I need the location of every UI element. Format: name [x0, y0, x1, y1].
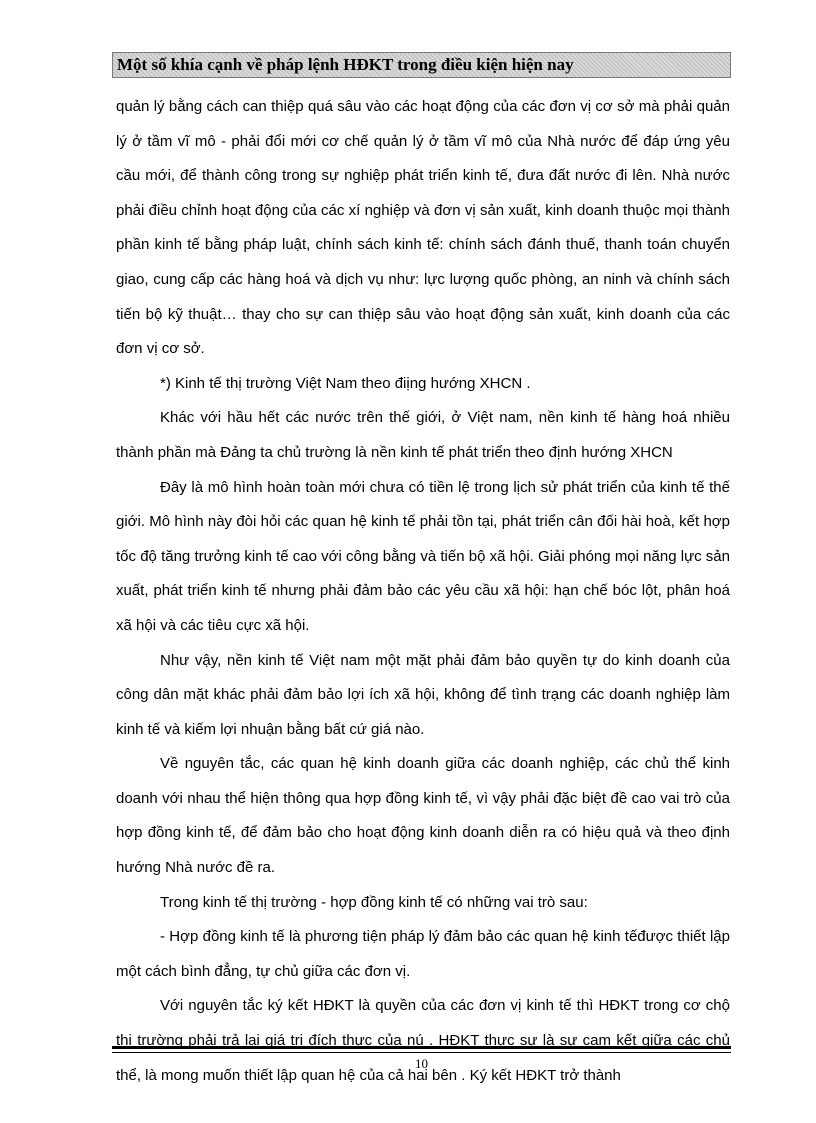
paragraph: Trong kinh tế thị trường - hợp đồng kinh tế có những vai trò sau:: [160, 893, 588, 911]
paragraph: Đây là mô hình hoàn toàn mới chưa có tiền lệ trong lịch sử phát triển của kinh tế thế giới. Mô hình này đòi hỏi các quan hệ kinh tế phải tồn tại, phát triển cân đối hài hoà, kết hợp tốc độ tăng trưởng kinh tế cao với công bằng và tiến bộ xã hội. Giải phóng mọi năng lực sản xuất, phát triển kinh tế nhưng phải đảm bảo các yêu cầu xã hội: hạn chế bóc lột, phân hoá xã hội và các tiêu cực xã hội.: [116, 478, 730, 634]
paragraph: Về nguyên tắc, các quan hệ kinh doanh giữa các doanh nghiệp, các chủ thể kinh doanh với nhau thể hiện thông qua hợp đồng kinh tế, vì vậy phải đặc biệt đề cao vai trò của hợp đồng kinh tế, để đảm bảo cho hoạt động kinh doanh diễn ra có hiệu quả và theo định hướng Nhà nước đề ra.: [116, 755, 730, 877]
paragraph-continued: quản lý bằng cách can thiệp quá sâu vào các hoạt động của các đơn vị cơ sở mà phải quản lý ở tầm vĩ mô - phải đổi mới cơ chế quản lý ở tầm vĩ mô của Nhà nước để đáp ứng yêu cầu mới, để thành công trong sự nghiệp phát triển kinh tế, đưa đất nước đi lên. Nhà nước phải điều chỉnh hoạt động của các xí nghiệp và đơn vị sản xuất, kinh doanh thuộc mọi thành phần kinh tế bằng pháp luật, chính sách kinh tế: chính sách đánh thuế, thanh toán chuyển giao, cung cấp các hàng hoá và dịch vụ như: lực lượng quốc phòng, an ninh và chính sách tiến bộ kỹ thuật… thay cho sự can thiệp sâu vào hoạt động sản xuất, kinh doanh của các đơn vị cơ sở.: [116, 98, 730, 358]
paragraph: Khác với hầu hết các nước trên thế giới, ở Việt nam, nền kinh tế hàng hoá nhiều thành phần mà Đảng ta chủ trường là nền kinh tế phát triển theo định hướng XHCN: [116, 409, 730, 461]
section-heading-market-economy: *) Kinh tế thị trường Việt Nam theo điịng hướng XHCN .: [160, 374, 531, 392]
paragraph: Như vậy, nền kinh tế Việt nam một mặt phải đảm bảo quyền tự do kinh doanh của công dân mặt khác phải đảm bảo lợi ích xã hội, không để tình trạng các doanh nghiệp làm kinh tế và kiếm lợi nhuận bằng bất cứ giá nào.: [116, 651, 730, 738]
list-item: - Hợp đồng kinh tế là phương tiện pháp lý đảm bảo các quan hệ kinh tếđược thiết lập một cách bình đẳng, tự chủ giữa các đơn vị.: [116, 928, 730, 980]
footer-rule-thin: [112, 1052, 731, 1053]
page-number: 10: [415, 1056, 428, 1071]
header-title: Một số khía cạnh về pháp lệnh HĐKT trong điều kiện hiện nay: [117, 55, 574, 74]
paragraph: Với nguyên tắc ký kết HĐKT là quyền của các đơn vị kinh tế thì HĐKT trong cơ chộ thị trường phải trả lại giá trị đích thực của nú . HĐKT thực sự là sự cam kết giữa các chủ thể, là mong muốn thiết lập quan hệ của cả hai bên . Ký kết HĐKT trở thành: [116, 997, 730, 1084]
page-header: [112, 52, 731, 78]
document-body: [116, 90, 730, 1093]
footer-rule-thick: [112, 1046, 731, 1049]
